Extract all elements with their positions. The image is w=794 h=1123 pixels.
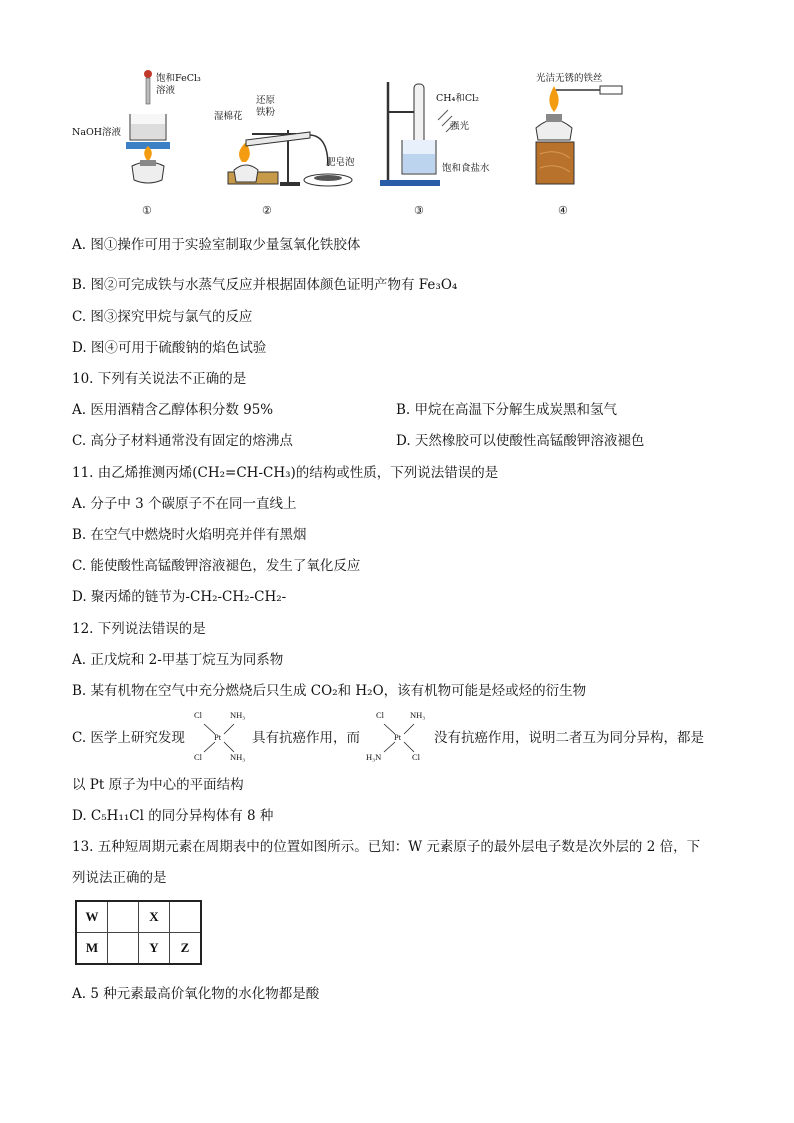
q9-option-b: B. 图②可完成铁与水蒸气反应并根据固体颜色证明产物有 Fe₃O₄ (72, 277, 458, 293)
fig1-label-fecl3: 饱和FeCl₃ (156, 73, 201, 84)
mol2-center: Pt (394, 732, 402, 742)
grid-row-2 (76, 933, 201, 965)
q12-option-c-part3: 没有抗癌作用，说明二者互为同分异构，都是 (434, 730, 704, 746)
q9-option-a: A. 图①操作可用于实验室制取少量氢氧化铁胶体 (72, 237, 361, 253)
q12-option-c-part1: C. 医学上研究发现 (72, 730, 185, 746)
fig2-label-soap: 肥皂泡 (326, 157, 355, 168)
mol1-top-right: NH₃ (230, 710, 246, 720)
fig3-label-gas: CH₄和Cl₂ (436, 93, 479, 104)
q10-option-a: A. 医用酒精含乙醇体积分数 95% (72, 402, 274, 418)
q12-option-c-line2: 以 Pt 原子为中心的平面结构 (72, 777, 244, 793)
fig2-caption: ② (262, 204, 272, 217)
grid-cell-empty (108, 901, 139, 933)
q10-option-c: C. 高分子材料通常没有固定的熔沸点 (72, 433, 293, 449)
q12-option-b: B. 某有机物在空气中充分燃烧后只生成 CO₂和 H₂O，该有机物可能是烃或烃的衍生物 (72, 683, 587, 699)
fig3-caption: ③ (414, 204, 424, 217)
mol1-bottom-left: Cl (194, 752, 203, 762)
fig2-label-iron-2: 铁粉 (256, 107, 276, 118)
fig4-label-wire: 光洁无锈的铁丝 (536, 73, 603, 84)
q10-option-b: B. 甲烷在高温下分解生成炭黑和氢气 (396, 402, 618, 418)
q13-stem-line2: 列说法正确的是 (72, 870, 167, 886)
q9-option-c: C. 图③探究甲烷与氯气的反应 (72, 309, 253, 325)
grid-cell-y: Y (139, 933, 170, 965)
grid-cell-z: Z (170, 933, 202, 965)
mol1-top-left: Cl (194, 710, 203, 720)
q10-option-d: D. 天然橡胶可以使酸性高锰酸钾溶液褪色 (396, 433, 645, 449)
cisplatin-structure (188, 710, 250, 766)
mol2-top-right: NH₃ (410, 710, 426, 720)
q11-option-c: C. 能使酸性高锰酸钾溶液褪色，发生了氧化反应 (72, 558, 361, 574)
fig3-label-light: 强光 (450, 121, 470, 132)
mol2-top-left: Cl (376, 710, 385, 720)
q10-stem: 10. 下列有关说法不正确的是 (72, 371, 247, 387)
q9-option-d: D. 图④可用于硫酸钠的焰色试验 (72, 340, 267, 356)
fig1-label-solution: 溶液 (156, 85, 176, 96)
grid-cell-m: M (76, 933, 108, 965)
mol1-bottom-right: NH₃ (230, 752, 246, 762)
mol1-center: Pt (214, 732, 222, 742)
grid-cell-w: W (76, 901, 108, 933)
mol2-bottom-left: H₃N (366, 752, 382, 762)
q11-stem: 11. 由乙烯推测丙烯(CH₂=CH-CH₃)的结构或性质，下列说法错误的是 (72, 465, 499, 481)
apparatus-figure-row (70, 62, 670, 227)
q11-option-d: D. 聚丙烯的链节为-CH₂-CH₂-CH₂- (72, 589, 287, 605)
grid-row-1 (76, 901, 201, 933)
q13-option-a: A. 5 种元素最高价氧化物的水化物都是酸 (72, 986, 320, 1002)
mol2-bottom-right: Cl (412, 752, 421, 762)
fig4-drawing (536, 86, 622, 184)
fig2-label-cotton: 湿棉花 (214, 111, 243, 122)
q12-option-c-part2: 具有抗癌作用，而 (252, 730, 360, 746)
transplatin-structure (366, 710, 430, 766)
fig1-caption: ① (142, 204, 152, 217)
q12-option-a: A. 正戊烷和 2-甲基丁烷互为同系物 (72, 652, 284, 668)
q12-option-d: D. C₅H₁₁Cl 的同分异构体有 8 种 (72, 808, 274, 824)
fig1-label-naoh: NaOH溶液 (72, 127, 122, 138)
periodic-table-fragment (75, 900, 202, 965)
grid-cell-empty (108, 933, 139, 965)
grid-cell-x: X (139, 901, 170, 933)
grid-cell-empty (170, 901, 202, 933)
q12-stem: 12. 下列说法错误的是 (72, 621, 206, 637)
fig3-label-water: 饱和食盐水 (442, 163, 490, 174)
fig4-caption: ④ (558, 204, 568, 217)
q13-stem-line1: 13. 五种短周期元素在周期表中的位置如图所示。已知：W 元素原子的最外层电子数是次外层的 2 倍，下 (72, 839, 701, 855)
fig2-label-iron-1: 还原 (256, 95, 276, 106)
q11-option-b: B. 在空气中燃烧时火焰明亮并伴有黑烟 (72, 527, 307, 543)
q11-option-a: A. 分子中 3 个碳原子不在同一直线上 (72, 496, 297, 512)
